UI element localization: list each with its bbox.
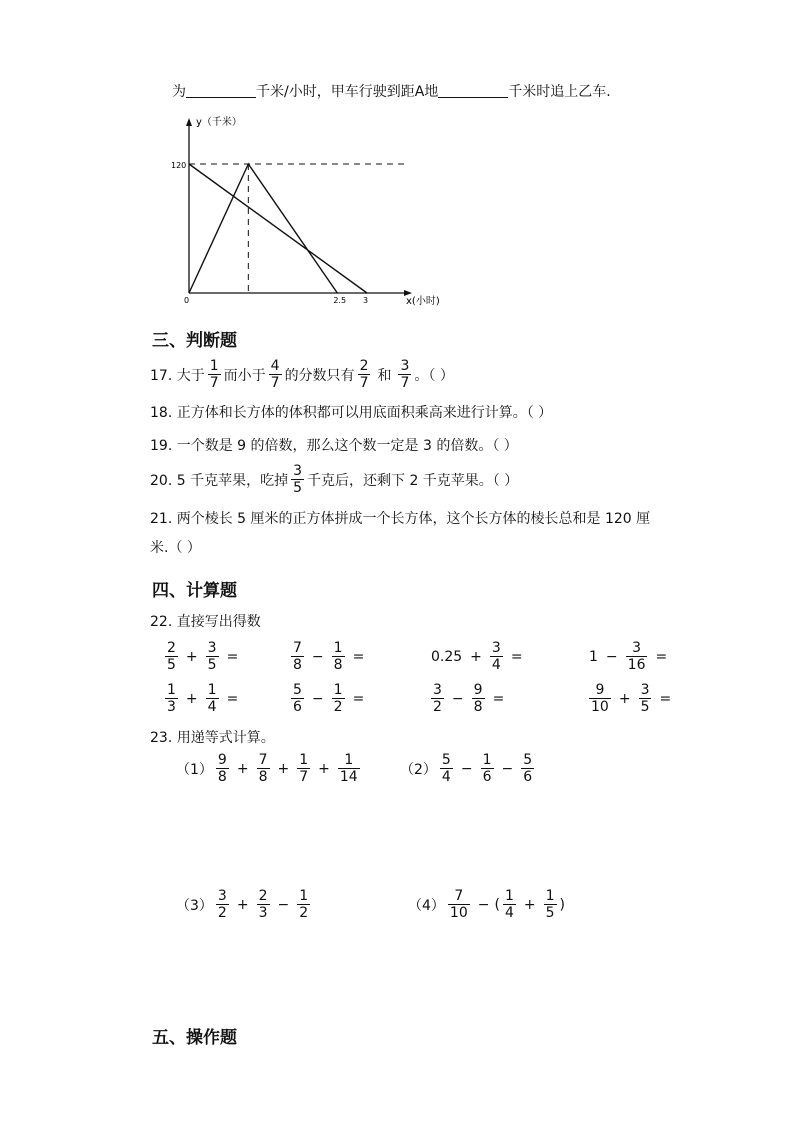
expression-1 (176, 752, 363, 785)
operator: + (236, 896, 249, 913)
answer-blank-1[interactable] (186, 83, 256, 98)
q17-fraction-2: $\frac{4}{7}$ (270, 358, 280, 391)
fill-text-2: 千米/小时，甲车行驶到距A地 (256, 84, 439, 100)
expression-2 (400, 752, 537, 785)
fraction: $\frac{1}{7}$ (299, 752, 309, 785)
calc-operand-b: $\frac{3}{4}$ (491, 640, 501, 673)
fill-in-line (172, 82, 611, 102)
series-line-1 (189, 164, 337, 293)
calc-item (288, 640, 369, 673)
calc-item (288, 682, 369, 715)
operator: − (460, 760, 473, 777)
equals-sign: = (226, 690, 239, 707)
calc-item (586, 640, 672, 673)
operator: − (477, 896, 490, 913)
section-5-title: 五、操作题 (152, 1028, 237, 1048)
fraction: $\frac{3}{2}$ (217, 888, 227, 921)
q17-fraction-3: $\frac{2}{7}$ (359, 358, 369, 391)
question-21-line2: 米.（ ） (150, 540, 201, 556)
calc-operand-b: $\frac{3}{5}$ (640, 682, 650, 715)
expression-3 (176, 888, 313, 921)
fill-text-1: 为 (172, 84, 186, 100)
q17-fraction-1: $\frac{1}{7}$ (209, 358, 219, 391)
fraction: $\frac{7}{8}$ (258, 752, 268, 785)
operator: + (236, 760, 249, 777)
calc-item (162, 682, 243, 715)
q17-answer-paren[interactable]: 。（ ） (414, 367, 454, 384)
calc-item (586, 682, 676, 715)
equals-sign: = (510, 648, 523, 665)
calc-operand-a: $\frac{3}{2}$ (433, 682, 442, 715)
section-3-title: 三、判断题 (152, 331, 237, 351)
fraction: $\frac{1}{6}$ (482, 752, 492, 785)
calc-item (428, 640, 528, 673)
calc-operand-b: $\frac{9}{8}$ (473, 682, 483, 715)
q17-and: 和 (377, 367, 392, 384)
equals-sign: = (352, 690, 365, 707)
question-21-line1: 21. 两个棱长 5 厘米的正方体拼成一个长方体，这个长方体的棱长总和是 120 厘 (150, 511, 651, 527)
fraction: $\frac{1}{14}$ (339, 752, 358, 785)
calc-operand-b: $\frac{3}{16}$ (627, 640, 646, 673)
fraction: $\frac{1}{5}$ (545, 888, 555, 921)
x-tick-label: 3 (363, 296, 369, 305)
equals-sign: = (655, 648, 668, 665)
fraction: $\frac{1}{4}$ (504, 888, 514, 921)
calc-operator: − (311, 648, 324, 665)
x-axis-label: x(小时) (406, 296, 440, 307)
y-axis-label: y（千米） (196, 117, 242, 128)
calc-operator: + (470, 648, 482, 665)
fraction: $\frac{5}{4}$ (441, 752, 451, 785)
calc-operator: − (311, 690, 324, 707)
q17-mid: 而小于 (223, 367, 266, 384)
fraction: $\frac{9}{8}$ (217, 752, 227, 785)
operator: − (277, 896, 290, 913)
q20-prefix: 20. 5 千克苹果，吃掉 (150, 472, 289, 489)
expression-label: （1） (176, 761, 213, 778)
calc-operator: − (605, 648, 618, 665)
question-17 (150, 358, 454, 391)
question-23-title: 23. 用递等式计算。 (150, 730, 275, 746)
q17-fraction-4: $\frac{3}{7}$ (400, 358, 410, 391)
expression-label: （3） (176, 897, 213, 914)
equals-sign: = (492, 690, 505, 707)
calc-operator: + (185, 648, 198, 665)
q17-prefix: 17. 大于 (150, 367, 205, 384)
calc-operand-b: $\frac{1}{2}$ (333, 682, 343, 715)
q17-mid2: 的分数只有 (284, 367, 355, 384)
calc-operator: + (185, 690, 198, 707)
answer-blank-2[interactable] (438, 83, 508, 98)
calc-operand-a: $\frac{5}{6}$ (293, 682, 302, 715)
fill-text-3: 千米时追上乙车. (508, 84, 611, 100)
equals-sign: = (226, 648, 239, 665)
x-tick-label: 0 (184, 296, 190, 305)
calc-item (428, 682, 509, 715)
calc-operand-a: $\frac{2}{5}$ (167, 640, 176, 673)
right-paren: ) (559, 896, 565, 913)
calc-operand-a: 1 (589, 648, 598, 665)
fraction: $\frac{2}{3}$ (258, 888, 268, 921)
expression-label: （4） (408, 897, 445, 914)
distance-time-graph (160, 108, 460, 318)
left-paren: ( (494, 896, 500, 913)
calc-operand-b: $\frac{1}{8}$ (333, 640, 343, 673)
question-20 (150, 463, 518, 496)
expression-label: （2） (400, 761, 437, 778)
x-tick-label: 2.5 (333, 296, 347, 305)
q20-fraction: $\frac{3}{5}$ (293, 463, 302, 496)
calc-item (162, 640, 243, 673)
calc-operator: + (618, 690, 631, 707)
question-19: 19. 一个数是 9 的倍数，那么这个数一定是 3 的倍数。（ ） (150, 438, 518, 454)
operator: − (501, 760, 514, 777)
fraction: $\frac{1}{2}$ (299, 888, 309, 921)
y-tick-label: 120 (171, 161, 187, 170)
calc-operand-a: $\frac{7}{8}$ (293, 640, 302, 673)
question-22-title: 22. 直接写出得数 (150, 614, 261, 630)
calc-operand-a: $\frac{9}{10}$ (591, 682, 609, 715)
calc-operand-a: 0.25 (431, 648, 463, 665)
question-18: 18. 正方体和长方体的体积都可以用底面积乘高来进行计算。（ ） (150, 405, 553, 421)
calc-operator: − (451, 690, 464, 707)
series-line-2 (189, 164, 367, 293)
fraction: $\frac{5}{6}$ (523, 752, 533, 785)
q20-suffix[interactable]: 千克后，还剩下 2 千克苹果。（ ） (307, 472, 519, 489)
operator: + (318, 760, 330, 777)
equals-sign: = (659, 690, 672, 707)
calc-operand-b: $\frac{1}{4}$ (207, 682, 217, 715)
section-4-title: 四、计算题 (152, 581, 237, 601)
fraction: $\frac{7}{10}$ (449, 888, 468, 921)
equals-sign: = (352, 648, 365, 665)
calc-operand-b: $\frac{3}{5}$ (207, 640, 217, 673)
operator: + (277, 760, 290, 777)
expression-4 (408, 888, 565, 921)
operator: + (523, 896, 536, 913)
calc-operand-a: $\frac{1}{3}$ (167, 682, 176, 715)
y-axis-arrow (186, 118, 192, 126)
